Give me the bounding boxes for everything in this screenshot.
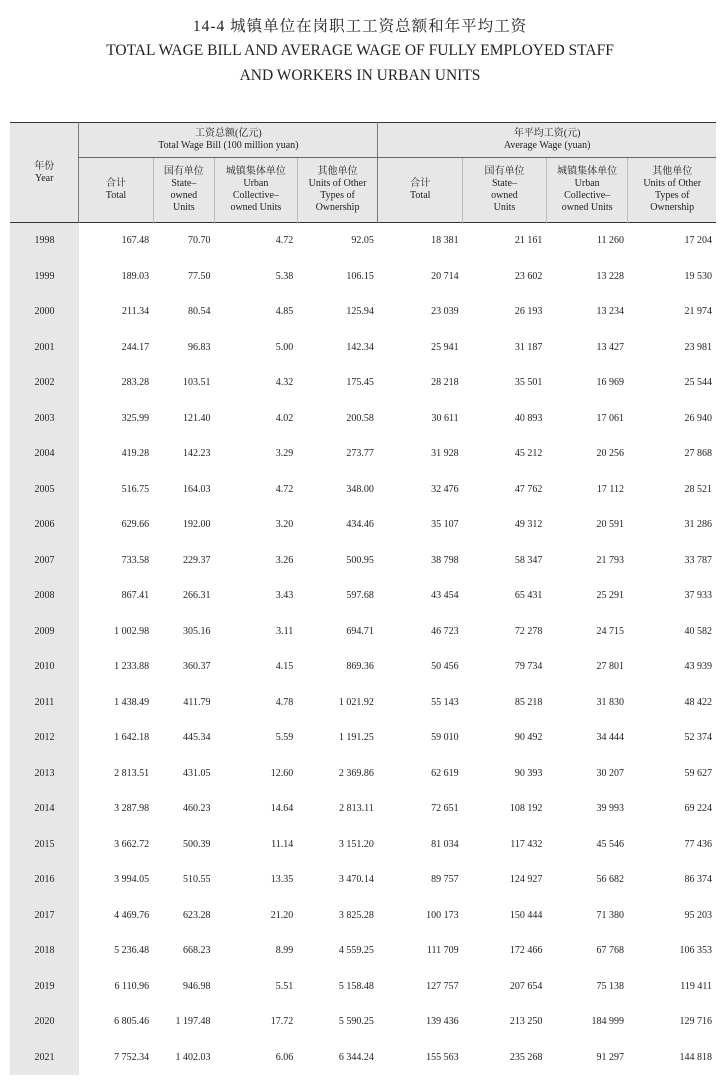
table-row [10, 223, 716, 259]
wage-bill-header-cn: 工资总额(亿元) [195, 128, 262, 139]
wage-bill-collective-cell: 5.38 [275, 270, 294, 282]
wage-bill-other-cell: 1 021.92 [338, 696, 374, 708]
avg-wage-other-cell: 28 521 [684, 483, 712, 495]
avg-wage-other-cell: 43 939 [684, 661, 712, 673]
table-row [10, 756, 716, 792]
year-cell: 2008 [10, 578, 79, 614]
wage-bill-total-cell: 1 002.98 [114, 625, 150, 637]
wage-bill-state-en3: Units [172, 202, 195, 213]
avg-wage-collective-cell: 20 591 [596, 519, 624, 531]
year-cell: 2015 [10, 827, 79, 863]
wage-bill-state-cell: 500.39 [183, 838, 211, 850]
avg-wage-total-cell: 155 563 [426, 1051, 459, 1063]
avg-wage-other-cell: 23 981 [684, 341, 712, 353]
wage-bill-state-cn: 国有单位 [163, 166, 204, 177]
table-row [10, 1004, 716, 1040]
avg-wage-other-cell: 19 530 [684, 270, 712, 282]
avg-wage-other-cell: 21 974 [684, 306, 712, 318]
avg-wage-state-cell: 49 312 [514, 519, 543, 531]
table-row [10, 543, 716, 579]
avg-wage-collective-cell: 34 444 [596, 732, 624, 744]
wage-bill-other-cell: 869.36 [346, 661, 374, 673]
wage-table [10, 122, 716, 1075]
wage-bill-state-cell: 1 197.48 [175, 1016, 211, 1028]
avg-wage-other-cell: 106 353 [679, 945, 712, 957]
title-english-line1: TOTAL WAGE BILL AND AVERAGE WAGE OF FULLY EMPLOYED STAFF [106, 42, 614, 59]
avg-wage-total-cell: 43 454 [431, 590, 459, 602]
wage-bill-other-cell: 3 825.28 [338, 909, 374, 921]
wage-bill-other-cell: 1 191.25 [338, 732, 374, 744]
wage-bill-collective-cell: 5.00 [275, 341, 294, 353]
avg-wage-total-cell: 50 456 [431, 661, 459, 673]
wage-bill-header [79, 123, 378, 158]
wage-bill-collective-cell: 4.02 [275, 412, 294, 424]
wage-bill-state-cell: 431.05 [183, 767, 211, 779]
wage-bill-collective-cell: 21.20 [270, 909, 294, 921]
avg-wage-other-cell: 17 204 [684, 235, 712, 247]
wage-bill-other-cell: 3 151.20 [338, 838, 374, 850]
avg-wage-state-cell: 172 466 [509, 945, 543, 957]
wage-bill-other-cell: 142.34 [346, 341, 374, 353]
avg-wage-total-cell: 139 436 [426, 1016, 459, 1028]
avg-wage-collective-cell: 71 380 [596, 909, 624, 921]
wage-bill-total-cell: 2 813.51 [114, 767, 150, 779]
avg-wage-collective-cell: 56 682 [596, 874, 624, 886]
wage-bill-total-cell: 7 752.34 [114, 1051, 150, 1063]
wage-bill-other-en1: Units of Other [308, 178, 367, 189]
avg-wage-other-cell: 48 422 [684, 696, 712, 708]
table-row [10, 614, 716, 650]
wage-bill-collective-cell: 4.72 [275, 235, 294, 247]
wage-bill-total-cell: 4 469.76 [114, 909, 150, 921]
wage-bill-other-cell: 2 813.11 [339, 803, 374, 815]
wage-bill-collective-cell: 17.72 [270, 1016, 294, 1028]
wage-bill-collective-cell: 4.85 [275, 306, 294, 318]
wage-bill-other-cell: 348.00 [346, 483, 374, 495]
wage-bill-collective-cell: 6.06 [275, 1051, 294, 1063]
avg-wage-other-en1: Units of Other [643, 178, 702, 189]
avg-wage-state-cn: 国有单位 [484, 166, 525, 177]
year-cell: 2017 [10, 898, 79, 934]
table-row [10, 259, 716, 295]
wage-bill-total-cell: 3 287.98 [114, 803, 150, 815]
avg-wage-other-cell: 52 374 [684, 732, 712, 744]
avg-wage-other-cell: 59 627 [684, 767, 712, 779]
avg-wage-collective-cell: 13 427 [596, 341, 624, 353]
avg-wage-other-cell: 27 868 [684, 448, 712, 460]
table-row [10, 294, 716, 330]
wage-bill-collective-cell: 3.26 [275, 554, 294, 566]
year-cell: 2010 [10, 649, 79, 685]
wage-bill-total-cell: 5 236.48 [114, 945, 150, 957]
wage-bill-collective-cell: 4.15 [275, 661, 294, 673]
wage-bill-total-cell: 1 642.18 [114, 732, 150, 744]
year-cell: 2018 [10, 933, 79, 969]
avg-wage-state-cell: 21 161 [514, 235, 543, 247]
avg-wage-other-cell: 86 374 [684, 874, 712, 886]
wage-bill-other-cell: 597.68 [346, 590, 374, 602]
avg-wage-collective-cell: 184 999 [591, 1016, 624, 1028]
avg-wage-total-cell: 35 107 [431, 519, 459, 531]
year-cell: 1998 [10, 223, 79, 259]
avg-wage-other-en2: Types of [654, 190, 690, 201]
avg-wage-other-cell: 69 224 [684, 803, 712, 815]
wage-bill-collective-cell: 3.29 [275, 448, 294, 460]
avg-wage-state-header [463, 158, 547, 223]
avg-wage-state-cell: 79 734 [514, 661, 543, 673]
avg-wage-collective-cell: 45 546 [596, 838, 624, 850]
avg-wage-other-cell: 95 203 [684, 909, 712, 921]
table-row [10, 649, 716, 685]
wage-bill-state-cell: 70.70 [188, 235, 211, 247]
wage-bill-collective-cell: 13.35 [270, 874, 294, 886]
avg-wage-other-en3: Ownership [650, 202, 695, 213]
wage-bill-other-en2: Types of [320, 190, 355, 201]
table-row [10, 1040, 716, 1076]
wage-bill-other-cell: 6 344.24 [338, 1051, 374, 1063]
wage-bill-other-cell: 175.45 [346, 377, 374, 389]
wage-bill-collective-cell: 11.14 [271, 838, 294, 850]
avg-wage-collective-cell: 27 801 [596, 661, 624, 673]
avg-wage-total-cell: 25 941 [431, 341, 459, 353]
year-cell: 2002 [10, 365, 79, 401]
wage-bill-state-cell: 77.50 [188, 270, 211, 282]
wage-bill-total-cn: 合计 [105, 178, 126, 189]
avg-wage-collective-cell: 30 207 [596, 767, 624, 779]
wage-bill-state-cell: 360.37 [183, 661, 211, 673]
table-row [10, 472, 716, 508]
avg-wage-total-cell: 81 034 [431, 838, 459, 850]
table-row [10, 685, 716, 721]
wage-bill-other-cell: 273.77 [346, 448, 374, 460]
year-cell: 2014 [10, 791, 79, 827]
year-cell: 1999 [10, 259, 79, 295]
year-cell: 2020 [10, 1004, 79, 1040]
year-cell: 2004 [10, 436, 79, 472]
wage-bill-total-header [79, 158, 153, 223]
avg-wage-total-cell: 23 039 [431, 306, 459, 318]
avg-wage-collective-cell: 21 793 [596, 554, 624, 566]
wage-bill-collective-en3: owned Units [230, 202, 282, 213]
wage-bill-total-cell: 629.66 [121, 519, 150, 531]
wage-bill-other-cell: 200.58 [346, 412, 374, 424]
avg-wage-collective-header [546, 158, 628, 223]
avg-wage-other-cn: 其他单位 [652, 166, 693, 177]
avg-wage-state-cell: 65 431 [514, 590, 543, 602]
wage-bill-collective-cell: 14.64 [270, 803, 294, 815]
table-body [10, 223, 716, 1076]
avg-wage-collective-en3: owned Units [561, 202, 613, 213]
avg-wage-collective-cell: 13 234 [596, 306, 624, 318]
avg-wage-header-cn: 年平均工资(元) [513, 128, 581, 139]
year-header-cn: 年份 [34, 160, 55, 172]
wage-bill-state-cell: 510.55 [183, 874, 211, 886]
wage-bill-other-cell: 125.94 [346, 306, 374, 318]
wage-bill-other-header [297, 158, 378, 223]
wage-bill-state-cell: 623.28 [183, 909, 211, 921]
avg-wage-total-en: Total [410, 190, 431, 201]
wage-bill-total-cell: 211.34 [121, 306, 150, 318]
wage-bill-collective-cell: 3.20 [275, 519, 294, 531]
wage-bill-state-cell: 445.34 [183, 732, 211, 744]
avg-wage-total-cell: 62 619 [431, 767, 459, 779]
table-row [10, 827, 716, 863]
avg-wage-state-cell: 124 927 [509, 874, 543, 886]
avg-wage-other-cell: 119 411 [680, 980, 712, 992]
avg-wage-total-cn: 合计 [410, 178, 431, 189]
table-row [10, 436, 716, 472]
year-cell: 2005 [10, 472, 79, 508]
wage-bill-state-cell: 460.23 [183, 803, 211, 815]
wage-bill-total-cell: 244.17 [121, 341, 150, 353]
avg-wage-other-header [628, 158, 716, 223]
avg-wage-collective-en1: Urban [574, 178, 600, 189]
table-row [10, 401, 716, 437]
wage-bill-collective-cell: 5.51 [275, 980, 294, 992]
avg-wage-collective-cell: 39 993 [596, 803, 624, 815]
avg-wage-state-cell: 47 762 [514, 483, 543, 495]
avg-wage-other-cell: 40 582 [684, 625, 712, 637]
year-header [10, 123, 79, 223]
avg-wage-state-en1: State– [491, 178, 517, 189]
wage-bill-total-cell: 3 662.72 [114, 838, 150, 850]
wage-bill-collective-header [215, 158, 298, 223]
wage-bill-total-cell: 6 110.96 [114, 980, 150, 992]
avg-wage-collective-cell: 17 112 [596, 483, 624, 495]
table-row [10, 791, 716, 827]
year-cell: 2001 [10, 330, 79, 366]
avg-wage-state-cell: 108 192 [509, 803, 543, 815]
wage-bill-state-cell: 266.31 [183, 590, 211, 602]
wage-bill-total-cell: 167.48 [121, 235, 150, 247]
avg-wage-collective-cell: 20 256 [596, 448, 624, 460]
avg-wage-total-cell: 20 714 [431, 270, 459, 282]
avg-wage-collective-cell: 11 260 [596, 235, 624, 247]
wage-bill-collective-cell: 8.99 [275, 945, 294, 957]
wage-bill-total-cell: 419.28 [121, 448, 150, 460]
avg-wage-state-cell: 35 501 [514, 377, 543, 389]
avg-wage-header [378, 123, 716, 158]
wage-bill-state-cell: 411.79 [183, 696, 211, 708]
avg-wage-total-cell: 46 723 [431, 625, 459, 637]
wage-bill-collective-cell: 4.78 [275, 696, 294, 708]
wage-bill-other-en3: Ownership [315, 202, 360, 213]
avg-wage-total-cell: 127 757 [426, 980, 459, 992]
avg-wage-collective-cell: 24 715 [596, 625, 624, 637]
avg-wage-other-cell: 33 787 [684, 554, 712, 566]
wage-bill-other-cell: 2 369.86 [338, 767, 374, 779]
wage-bill-state-cell: 192.00 [183, 519, 211, 531]
table-row [10, 898, 716, 934]
wage-bill-state-cell: 668.23 [183, 945, 211, 957]
wage-bill-header-en: Total Wage Bill (100 million yuan) [158, 140, 299, 151]
avg-wage-state-cell: 23 602 [514, 270, 543, 282]
wage-bill-state-cell: 164.03 [183, 483, 211, 495]
wage-bill-other-cell: 106.15 [346, 270, 374, 282]
wage-bill-state-en1: State– [171, 178, 197, 189]
avg-wage-collective-cell: 91 297 [596, 1051, 624, 1063]
avg-wage-total-cell: 30 611 [431, 412, 459, 424]
wage-bill-total-cell: 1 233.88 [114, 661, 150, 673]
avg-wage-other-cell: 77 436 [684, 838, 712, 850]
avg-wage-collective-cell: 13 228 [596, 270, 624, 282]
wage-bill-total-cell: 283.28 [121, 377, 150, 389]
wage-bill-total-cell: 189.03 [121, 270, 150, 282]
wage-bill-other-cell: 3 470.14 [338, 874, 374, 886]
avg-wage-state-cell: 117 432 [510, 838, 543, 850]
wage-bill-collective-cn: 城镇集体单位 [225, 166, 286, 177]
avg-wage-state-cell: 58 347 [514, 554, 543, 566]
avg-wage-header-en: Average Wage (yuan) [503, 140, 591, 151]
wage-bill-state-cell: 946.98 [183, 980, 211, 992]
wage-bill-state-en2: owned [170, 190, 198, 201]
table-row [10, 330, 716, 366]
avg-wage-state-cell: 235 268 [509, 1051, 543, 1063]
avg-wage-state-cell: 72 278 [514, 625, 543, 637]
table-row [10, 365, 716, 401]
avg-wage-total-cell: 55 143 [431, 696, 459, 708]
wage-bill-other-cell: 5 158.48 [338, 980, 374, 992]
year-cell: 2012 [10, 720, 79, 756]
title-chinese: 14-4 城镇单位在岗职工工资总额和年平均工资 [192, 18, 528, 35]
table-row [10, 933, 716, 969]
avg-wage-total-cell: 38 798 [431, 554, 459, 566]
year-cell: 2019 [10, 969, 79, 1005]
avg-wage-total-cell: 31 928 [431, 448, 459, 460]
avg-wage-collective-cell: 67 768 [596, 945, 624, 957]
wage-bill-other-cell: 4 559.25 [338, 945, 374, 957]
table-row [10, 862, 716, 898]
wage-bill-total-cell: 867.41 [121, 590, 150, 602]
wage-bill-state-cell: 80.54 [188, 306, 211, 318]
wage-bill-collective-cell: 4.72 [275, 483, 294, 495]
avg-wage-state-cell: 40 893 [514, 412, 543, 424]
avg-wage-other-cell: 26 940 [684, 412, 712, 424]
avg-wage-state-cell: 150 444 [509, 909, 543, 921]
wage-bill-collective-cell: 12.60 [270, 767, 294, 779]
wage-bill-other-cell: 500.95 [346, 554, 374, 566]
wage-bill-state-cell: 96.83 [188, 341, 211, 353]
avg-wage-total-cell: 72 651 [431, 803, 459, 815]
avg-wage-state-cell: 90 393 [514, 767, 543, 779]
wage-bill-collective-cell: 4.32 [275, 377, 294, 389]
avg-wage-collective-cell: 31 830 [596, 696, 624, 708]
wage-bill-collective-en2: Collective– [232, 190, 279, 201]
avg-wage-total-header [378, 158, 463, 223]
year-cell: 2013 [10, 756, 79, 792]
wage-bill-other-cell: 5 590.25 [338, 1016, 374, 1028]
wage-bill-state-header [153, 158, 214, 223]
avg-wage-collective-en2: Collective– [564, 190, 611, 201]
year-cell: 2016 [10, 862, 79, 898]
year-cell: 2007 [10, 543, 79, 579]
avg-wage-total-cell: 100 173 [426, 909, 459, 921]
avg-wage-collective-cell: 75 138 [596, 980, 624, 992]
avg-wage-total-cell: 89 757 [431, 874, 459, 886]
title-english-line2: AND WORKERS IN URBAN UNITS [239, 67, 481, 84]
avg-wage-state-cell: 45 212 [514, 448, 543, 460]
avg-wage-state-en3: Units [493, 202, 516, 213]
avg-wage-total-cell: 18 381 [431, 235, 459, 247]
year-cell: 2011 [10, 685, 79, 721]
wage-bill-total-cell: 3 994.05 [114, 874, 150, 886]
wage-bill-state-cell: 142.23 [183, 448, 211, 460]
avg-wage-other-cell: 31 286 [684, 519, 712, 531]
wage-bill-collective-cell: 3.43 [275, 590, 294, 602]
avg-wage-total-cell: 111 709 [426, 945, 459, 957]
avg-wage-state-cell: 207 654 [509, 980, 543, 992]
wage-bill-other-cell: 434.46 [346, 519, 374, 531]
avg-wage-state-cell: 90 492 [514, 732, 543, 744]
avg-wage-state-cell: 31 187 [514, 341, 543, 353]
wage-bill-total-cell: 733.58 [121, 554, 150, 566]
avg-wage-total-cell: 32 476 [431, 483, 459, 495]
wage-bill-total-cell: 1 438.49 [114, 696, 150, 708]
wage-bill-collective-en1: Urban [243, 178, 269, 189]
wage-bill-total-cell: 516.75 [121, 483, 150, 495]
wage-bill-state-cell: 121.40 [183, 412, 211, 424]
table-row [10, 507, 716, 543]
avg-wage-other-cell: 37 933 [684, 590, 712, 602]
avg-wage-other-cell: 25 544 [684, 377, 712, 389]
wage-bill-state-cell: 229.37 [183, 554, 211, 566]
avg-wage-other-cell: 144 818 [679, 1051, 712, 1063]
avg-wage-total-cell: 59 010 [431, 732, 459, 744]
year-header-en: Year [34, 172, 54, 184]
table-row [10, 578, 716, 614]
wage-bill-state-cell: 1 402.03 [175, 1051, 211, 1063]
title-block [0, 16, 720, 88]
wage-bill-collective-cell: 5.59 [275, 732, 294, 744]
table-row [10, 969, 716, 1005]
wage-bill-total-cell: 325.99 [121, 412, 150, 424]
wage-bill-total-en: Total [105, 190, 127, 201]
wage-bill-collective-cell: 3.11 [276, 625, 294, 637]
avg-wage-collective-cell: 17 061 [596, 412, 624, 424]
wage-bill-other-cell: 694.71 [346, 625, 374, 637]
year-cell: 2009 [10, 614, 79, 650]
year-cell: 2021 [10, 1040, 79, 1076]
avg-wage-collective-cell: 16 969 [596, 377, 624, 389]
year-cell: 2006 [10, 507, 79, 543]
avg-wage-collective-cell: 25 291 [596, 590, 624, 602]
avg-wage-other-cell: 129 716 [679, 1016, 712, 1028]
year-cell: 2000 [10, 294, 79, 330]
wage-bill-state-cell: 103.51 [183, 377, 211, 389]
year-cell: 2003 [10, 401, 79, 437]
avg-wage-collective-cn: 城镇集体单位 [557, 166, 618, 177]
wage-bill-total-cell: 6 805.46 [114, 1016, 150, 1028]
wage-bill-state-cell: 305.16 [183, 625, 211, 637]
avg-wage-state-cell: 26 193 [514, 306, 543, 318]
wage-bill-other-cn: 其他单位 [317, 166, 358, 177]
wage-bill-other-cell: 92.05 [351, 235, 374, 247]
avg-wage-total-cell: 28 218 [431, 377, 459, 389]
avg-wage-state-cell: 213 250 [509, 1016, 543, 1028]
avg-wage-state-cell: 85 218 [514, 696, 543, 708]
avg-wage-state-en2: owned [491, 190, 518, 201]
table-row [10, 720, 716, 756]
